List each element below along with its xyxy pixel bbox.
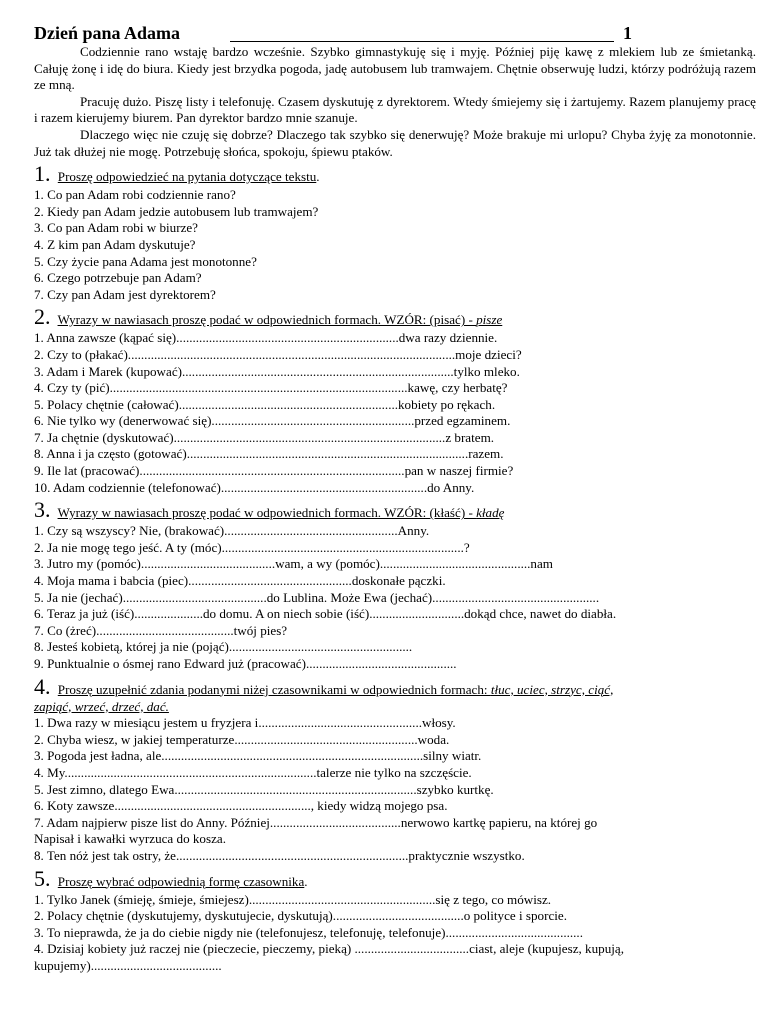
exercise-item: 8. Jesteś kobietą, której ja nie (pojąć)........................................................ xyxy=(34,639,413,655)
exercise-item: 5. Czy życie pana Adama jest monotonne? xyxy=(34,253,257,269)
exercise-item: 8. Ten nóż jest tak ostry, że.......................................................................praktycznie wszystko. xyxy=(34,847,525,863)
task-instruction-text: Proszę uzupełnić zdania podanymi niżej czasownikami w odpowiednich formach: xyxy=(57,681,491,697)
exercise-item: 6. Czego potrzebuje pan Adam? xyxy=(34,270,202,286)
task-header xyxy=(34,865,756,892)
reading-paragraph: Pracuję dużo. Piszę listy i telefonuję. Czasem dyskutuję z dyrektorem. Wtedy śmiejemy się i żartujemy. Razem planujemy pracę i razem kierujemy biurem. Pan dyrektor bardzo mnie szanuje. xyxy=(34,93,756,126)
task-instruction: Proszę odpowiedzieć na pytania dotyczące tekstu xyxy=(57,169,317,185)
task-instruction-text: Wyrazy w nawiasach proszę podać w odpowiednich formach. WZÓR: (pisać) - xyxy=(57,312,477,328)
exercise-item: 1. Tylko Janek (śmieję, śmieje, śmiejesz).........................................................się z tego, co mówisz. xyxy=(34,891,552,907)
exercise-item: 10. Adam codziennie (telefonować)...............................................................do Anny. xyxy=(34,479,475,495)
exercise-item: 4. Dzisiaj kobiety już raczej nie (pieczecie, pieczemy, pieką) ...................................ciast, aleje (kupujesz, kupują, xyxy=(34,941,624,957)
exercise-item: 2. Kiedy pan Adam jedzie autobusem lub tramwajem? xyxy=(34,203,319,219)
task-items xyxy=(34,330,756,496)
task-2 xyxy=(34,304,756,496)
exercise-item: 6. Nie tylko wy (denerwować się)..............................................................przed egzaminem. xyxy=(34,413,511,429)
exercise-item: 8. Anna i ja często (gotować)......................................................................................razem. xyxy=(34,446,504,462)
exercise-item: 5. Polacy chętnie (całować)...................................................................kobiety po rękach. xyxy=(34,396,496,412)
exercise-item: 3. Pogoda jest ładna, ale................................................................................silny wiatr. xyxy=(34,748,482,764)
exercise-item: 7. Adam najpierw pisze list do Anny. Później........................................nerwowo kartkę papieru, na której go xyxy=(34,814,598,830)
task-4 xyxy=(34,673,756,865)
exercise-item: 4. Czy ty (pić)...........................................................................................kawę, czy herbatę? xyxy=(34,380,508,396)
task-example-word: pisze xyxy=(476,312,503,328)
task-instruction-text: Wyrazy w nawiasach proszę podać w odpowiednich formach. WZÓR: (kłaść) - xyxy=(57,505,477,521)
task-number: 3. xyxy=(34,497,51,523)
worksheet xyxy=(34,22,756,975)
task-5 xyxy=(34,865,756,975)
task-example-word: kładę xyxy=(476,505,505,521)
task-header xyxy=(34,497,756,523)
exercise-item: 2. Polacy chętnie (dyskutujemy, dyskutujecie, dyskutują)........................................o polityce i sporcie. xyxy=(34,908,567,924)
title-row xyxy=(34,22,756,44)
exercise-item: 5. Ja nie (jechać)............................................do Lublina. Może Ewa (jechać)................................................... xyxy=(34,589,600,605)
exercise-item: Napisał i kawałki wyrzuca do kosza. xyxy=(34,831,226,847)
exercise-item: 1. Anna zawsze (kąpać się)....................................................................dwa razy dziennie. xyxy=(34,330,498,346)
exercise-item: 6. Koty zawsze............................................................, kiedy widzą mojego psa. xyxy=(34,798,448,814)
exercise-item: 1. Dwa razy w miesiącu jestem u fryzjera i..................................................włosy. xyxy=(34,715,456,731)
task-header xyxy=(34,304,756,330)
exercise-item: 4. My.............................................................................talerze nie tylko na szczęście. xyxy=(34,764,472,780)
exercise-item: 2. Ja nie mogę tego jeść. A ty (móc)..........................................................................? xyxy=(34,539,470,555)
exercise-item: kupujemy)........................................ xyxy=(34,957,222,973)
task-header xyxy=(34,161,756,187)
task-instruction xyxy=(58,505,505,520)
task-items xyxy=(34,523,756,672)
exercise-item: 2. Chyba wiesz, w jakiej temperaturze........................................................woda. xyxy=(34,731,450,747)
title-underline xyxy=(230,41,614,42)
reading-paragraph: Dlaczego więc nie czuję się dobrze? Dlaczego tak szybko się denerwuję? Może brakuje mi urlopu? Chyba żyję za monotonnie. Już tak dłużej nie mogę. Potrzebuję słońca, spokoju, śpiewu ptaków. xyxy=(34,126,756,159)
exercise-item: 9. Ile lat (pracować).................................................................................pan w naszej firmie? xyxy=(34,463,514,479)
exercise-item: 3. To nieprawda, że ja do ciebie nigdy nie (telefonujesz, telefonuję, telefonuje).......................................... xyxy=(34,924,583,940)
exercise-item: 1. Czy są wszyscy? Nie, (brakować).....................................................Anny. xyxy=(34,523,430,539)
exercise-item: 7. Ja chętnie (dyskutować)...................................................................................z bratem. xyxy=(34,429,495,445)
task-instruction xyxy=(58,682,614,697)
exercise-item: 4. Moja mama i babcia (piec)..................................................doskonałe pączki. xyxy=(34,573,446,589)
exercise-item: 7. Czy pan Adam jest dyrektorem? xyxy=(34,286,216,302)
exercise-item: 4. Z kim pan Adam dyskutuje? xyxy=(34,236,196,252)
exercise-item: 3. Co pan Adam robi w biurze? xyxy=(34,220,198,236)
task-number: 4. xyxy=(34,673,51,699)
exercise-item: 3. Jutro my (pomóc).........................................wam, a wy (pomóc)..............................................nam xyxy=(34,556,553,572)
task-items xyxy=(34,715,756,864)
page-number: 1 xyxy=(623,23,632,43)
page-title: Dzień pana Adama xyxy=(34,23,181,43)
exercise-item: 2. Czy to (płakać)....................................................................................................moje dzieci? xyxy=(34,346,522,362)
reading-text xyxy=(34,44,756,160)
task-number: 1. xyxy=(34,161,51,187)
task-3 xyxy=(34,497,756,672)
task-instruction xyxy=(58,312,503,327)
task-instruction: Proszę wybrać odpowiednią formę czasownika xyxy=(57,873,305,889)
task-verb-list-continued: zapiąć, wrzeć, drzeć, dać. xyxy=(34,698,169,714)
task-instruction-end: . xyxy=(316,169,320,185)
exercise-item: 9. Punktualnie o ósmej rano Edward już (pracować).............................................. xyxy=(34,656,457,671)
exercise-item: 7. Co (żreć)..........................................twój pies? xyxy=(34,622,288,638)
task-number: 2. xyxy=(34,304,51,330)
task-header xyxy=(34,673,756,700)
task-items xyxy=(34,187,756,303)
task-1 xyxy=(34,161,756,303)
reading-paragraph: Codziennie rano wstaję bardzo wcześnie. Szybko gimnastykuję się i myję. Później piję kawę z mlekiem lub ze śmietanką. Całuję żonę i idę do biura. Kiedy jest brzydka pogoda, jadę autobusem lub tramwajem. Chętnie obserwuję ludzi, którzy podróżują razem ze mną. xyxy=(34,44,756,93)
exercise-item: 6. Teraz ja już (iść).....................do domu. A on niech sobie (iść).............................dokąd chce, nawet do diabła. xyxy=(34,606,617,622)
task-number: 5. xyxy=(34,865,51,891)
exercise-item: 5. Jest zimno, dlatego Ewa..........................................................................szybko kurtkę. xyxy=(34,781,494,797)
exercise-item: 1. Co pan Adam robi codziennie rano? xyxy=(34,187,236,203)
task-verb-list: tłuc, uciec, strzyc, ciąć, xyxy=(490,681,614,697)
exercise-item: 3. Adam i Marek (kupować)...................................................................................tylko mleko. xyxy=(34,363,520,379)
task-items xyxy=(34,892,756,975)
task-instruction-end: . xyxy=(304,873,308,889)
